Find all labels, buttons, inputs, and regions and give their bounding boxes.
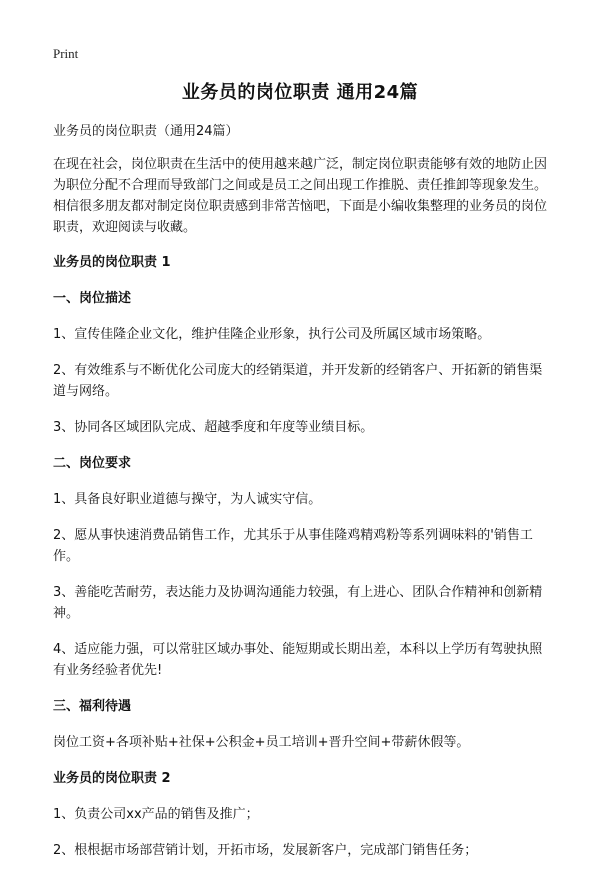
- list-item: 2、根根据市场部营销计划，开拓市场，发展新客户，完成部门销售任务；: [53, 843, 478, 858]
- list-item: 1、宣传佳隆企业文化，维护佳隆企业形象，执行公司及所属区域市场策略。: [53, 327, 491, 342]
- list-item: 2、愿从事快速消费品销售工作，尤其乐于从事佳隆鸡精鸡粉等系列调味料的'销售工作。: [53, 528, 533, 564]
- intro-paragraph: 在现在社会，岗位职责在生活中的使用越来越广泛，制定岗位职责能够有效的地防止因为职位分配不合理而导致部门之间或是员工之间出现工作推脱、责任推卸等现象发生。相信很多朋友都对制定岗位职责感到非常苦恼吧，下面是小编收集整理的业务员的岗位职责，欢迎阅读与收藏。: [53, 157, 548, 235]
- list-item: 4、适应能力强，可以常驻区域办事处、能短期或长期出差，本科以上学历有驾驶执照有业务经验者优先!: [53, 642, 543, 678]
- job-description-heading: 一、岗位描述: [53, 291, 132, 306]
- section-1-heading: 业务员的岗位职责 1: [53, 255, 171, 270]
- benefits-heading: 三、福利待遇: [53, 699, 132, 714]
- list-item: 2、有效维系与不断优化公司庞大的经销渠道，并开发新的经销客户、开拓新的销售渠道与网络。: [53, 363, 543, 399]
- list-item: 1、具备良好职业道德与操守，为人诚实守信。: [53, 492, 322, 507]
- document-subtitle: 业务员的岗位职责（通用24篇）: [53, 124, 239, 139]
- print-link[interactable]: Print: [53, 46, 79, 61]
- section-2-heading: 业务员的岗位职责 2: [53, 771, 171, 786]
- list-item: 3、善能吃苦耐劳，表达能力及协调沟通能力较强，有上进心、团队合作精神和创新精神。: [53, 585, 543, 621]
- list-item: 3、协同各区域团队完成、超越季度和年度等业绩目标。: [53, 420, 374, 435]
- job-requirements-heading: 二、岗位要求: [53, 456, 132, 471]
- list-item: 1、负责公司xx产品的销售及推广；: [53, 807, 259, 822]
- list-item: 岗位工资+各项补贴+社保+公积金+员工培训+晋升空间+带薪休假等。: [53, 735, 470, 750]
- document-body: [53, 121, 553, 876]
- page-title: 业务员的岗位职责 通用24篇: [181, 82, 419, 103]
